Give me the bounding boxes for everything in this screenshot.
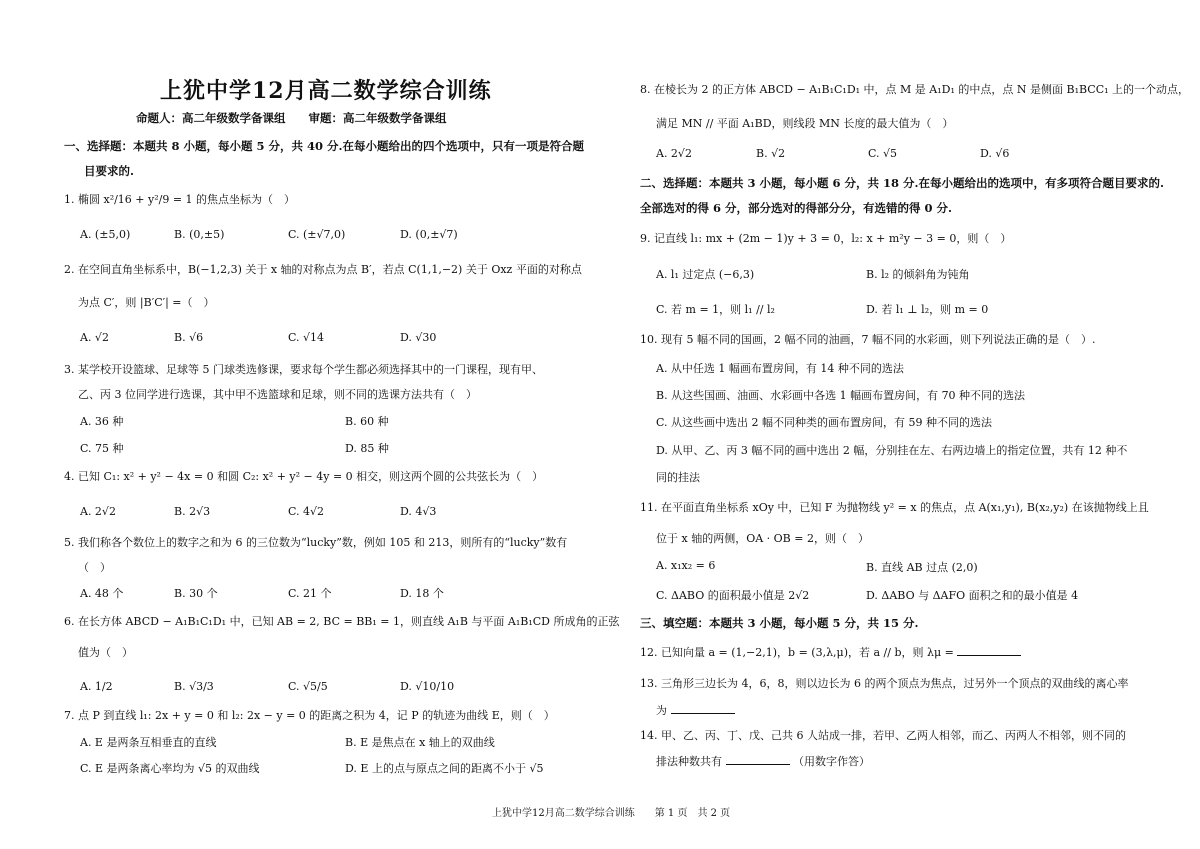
q9-option-b[interactable]: B. l₂ 的倾斜角为钝角 [866,268,970,281]
answer-blank-14[interactable] [726,754,790,765]
question-10: 10. 现有 5 幅不同的国画，2 幅不同的油画，7 幅不同的水彩画，则下列说法正确的是（ ）. [640,333,1096,346]
q11-option-a[interactable]: A. x₁x₂ = 6 [656,559,716,572]
question-14-note: （用数字作答） [793,755,870,768]
q8-option-a[interactable]: A. 2√2 [656,147,692,160]
q5-option-b[interactable]: B. 30 个 [174,587,218,600]
q7-option-a[interactable]: A. E 是两条互相垂直的直线 [80,736,217,749]
q10-option-a[interactable]: A. 从中任选 1 幅画布置房间，有 14 种不同的选法 [656,362,904,375]
q11-option-c[interactable]: C. ΔABO 的面积最小值是 2√2 [656,589,810,602]
q5-option-d[interactable]: D. 18 个 [400,587,444,600]
q2-option-d[interactable]: D. √30 [400,331,437,344]
question-8-cont: 满足 MN // 平面 A₁BD，则线段 MN 长度的最大值为（ ） [656,117,954,130]
q8-option-c[interactable]: C. √5 [868,147,898,160]
q10-option-d-cont: 同的挂法 [656,471,700,484]
question-3: 3. 某学校开设篮球、足球等 5 门球类选修课，要求每个学生都必须选择其中的一门课程，现有甲、 [64,363,543,376]
q6-option-d[interactable]: D. √10/10 [400,680,455,693]
question-12 [640,645,1021,661]
question-14-text: 排法种数共有 [656,755,722,768]
answer-blank-13[interactable] [671,703,735,714]
q1-option-b[interactable]: B. (0,±5) [174,228,225,241]
authors-line: 命题人：高二年级数学备课组 审题：高二年级数学备课组 [136,111,447,125]
question-2: 2. 在空间直角坐标系中，B(−1,2,3) 关于 x 轴的对称点为点 B′，若点 C(1,1,−2) 关于 Oxz 平面的对称点 [64,263,582,276]
q1-option-c[interactable]: C. (±√7,0) [288,228,346,241]
q2-option-a[interactable]: A. √2 [80,331,109,344]
q5-option-c[interactable]: C. 21 个 [288,587,332,600]
q10-option-c[interactable]: C. 从这些画中选出 2 幅不同种类的画布置房间，有 59 种不同的选法 [656,416,992,429]
q6-option-a[interactable]: A. 1/2 [80,680,113,693]
section-3-heading: 三、填空题：本题共 3 小题，每小题 5 分，共 15 分. [640,616,919,630]
question-13: 13. 三角形三边长为 4，6，8，则以边长为 6 的两个顶点为焦点，过另外一个顶点的双曲线的离心率 [640,677,1129,690]
question-13-text: 为 [656,704,667,717]
page-footer: 上犹中学12月高二数学综合训练 第 1 页 共 2 页 [492,808,731,819]
question-6: 6. 在长方体 ABCD − A₁B₁C₁D₁ 中，已知 AB = 2, BC = BB₁ = 1，则直线 A₁B 与平面 A₁B₁CD 所成角的正弦 [64,615,620,628]
question-12-text: 12. 已知向量 a = (1,−2,1)，b = (3,λ,μ)，若 a // b，则 λμ = [640,646,954,659]
q3-option-c[interactable]: C. 75 种 [80,442,124,455]
q9-option-d[interactable]: D. 若 l₁ ⊥ l₂，则 m = 0 [866,303,989,316]
question-14-cont [656,754,870,770]
question-5: 5. 我们称各个数位上的数字之和为 6 的三位数为“lucky”数，例如 105 和 213，则所有的“lucky”数有 [64,536,568,549]
q1-option-a[interactable]: A. (±5,0) [80,228,131,241]
section-2-heading: 二、选择题：本题共 3 小题，每小题 6 分，共 18 分.在每小题给出的选项中，有多项符合题目要求的. [640,176,1165,190]
question-4: 4. 已知 C₁: x² + y² − 4x = 0 和圆 C₂: x² + y² − 4y = 0 相交，则这两个圆的公共弦长为（ ） [64,470,544,483]
q7-option-c[interactable]: C. E 是两条离心率均为 √5 的双曲线 [80,762,260,775]
answer-blank-12[interactable] [957,645,1021,656]
q11-option-d[interactable]: D. ΔABO 与 ΔAFO 面积之和的最小值是 4 [866,589,1079,602]
q7-option-d[interactable]: D. E 上的点与原点之间的距离不小于 √5 [345,762,544,775]
q11-option-b[interactable]: B. 直线 AB 过点 (2,0) [866,561,978,574]
q3-option-b[interactable]: B. 60 种 [345,415,389,428]
question-13-cont [656,703,735,719]
q10-option-d[interactable]: D. 从甲、乙、丙 3 幅不同的画中选出 2 幅，分别挂在左、右两边墙上的指定位置，共有 12 种不 [656,444,1128,457]
question-5-cont: （ ） [78,561,111,574]
q9-option-a[interactable]: A. l₁ 过定点 (−6,3) [656,268,755,281]
question-8: 8. 在棱长为 2 的正方体 ABCD − A₁B₁C₁D₁ 中，点 M 是 A₁D₁ 的中点，点 N 是侧面 B₁BCC₁ 上的一个动点， [640,83,1190,96]
q8-option-b[interactable]: B. √2 [756,147,786,160]
q1-option-d[interactable]: D. (0,±√7) [400,228,458,241]
question-11: 11. 在平面直角坐标系 xOy 中，已知 F 为抛物线 y² = x 的焦点，点 A(x₁,y₁), B(x₂,y₂) 在该抛物线上且 [640,501,1149,514]
section-2-heading-cont: 全部选对的得 6 分，部分选对的得部分分，有选错的得 0 分. [640,201,953,215]
page-title: 上犹中学12月高二数学综合训练 [160,78,492,104]
question-1: 1. 椭圆 x²/16 + y²/9 = 1 的焦点坐标为（ ） [64,193,296,206]
q6-option-c[interactable]: C. √5/5 [288,680,328,693]
q4-option-b[interactable]: B. 2√3 [174,505,211,518]
question-3-cont: 乙、丙 3 位同学进行选课，其中甲不选篮球和足球，则不同的选课方法共有（ ） [78,388,477,401]
q5-option-a[interactable]: A. 48 个 [80,587,124,600]
question-9: 9. 记直线 l₁: mx + (2m − 1)y + 3 = 0，l₂: x + m²y − 3 = 0，则（ ） [640,232,1012,245]
q4-option-d[interactable]: D. 4√3 [400,505,437,518]
q8-option-d[interactable]: D. √6 [980,147,1010,160]
q2-option-c[interactable]: C. √14 [288,331,325,344]
question-14: 14. 甲、乙、丙、丁、戊、己共 6 人站成一排，若甲、乙两人相邻，而乙、丙两人不相邻，则不同的 [640,729,1126,742]
q3-option-d[interactable]: D. 85 种 [345,442,389,455]
question-7: 7. 点 P 到直线 l₁: 2x + y = 0 和 l₂: 2x − y = 0 的距离之积为 4，记 P 的轨迹为曲线 E，则（ ） [64,709,555,722]
question-2-cont: 为点 C′，则 |B′C′| =（ ） [78,296,215,309]
q2-option-b[interactable]: B. √6 [174,331,204,344]
q7-option-b[interactable]: B. E 是焦点在 x 轴上的双曲线 [345,736,495,749]
q3-option-a[interactable]: A. 36 种 [80,415,124,428]
question-11-cont: 位于 x 轴的两侧，OA · OB = 2，则（ ） [656,532,869,545]
q9-option-c[interactable]: C. 若 m = 1，则 l₁ // l₂ [656,303,775,316]
q4-option-a[interactable]: A. 2√2 [80,505,116,518]
section-1-heading-cont: 目要求的. [84,164,135,178]
q10-option-b[interactable]: B. 从这些国画、油画、水彩画中各选 1 幅画布置房间，有 70 种不同的选法 [656,389,1026,402]
question-6-cont: 值为（ ） [78,646,133,659]
section-1-heading: 一、选择题：本题共 8 小题，每小题 5 分，共 40 分.在每小题给出的四个选项中，只有一项是符合题 [64,139,585,153]
q6-option-b[interactable]: B. √3/3 [174,680,214,693]
q4-option-c[interactable]: C. 4√2 [288,505,325,518]
